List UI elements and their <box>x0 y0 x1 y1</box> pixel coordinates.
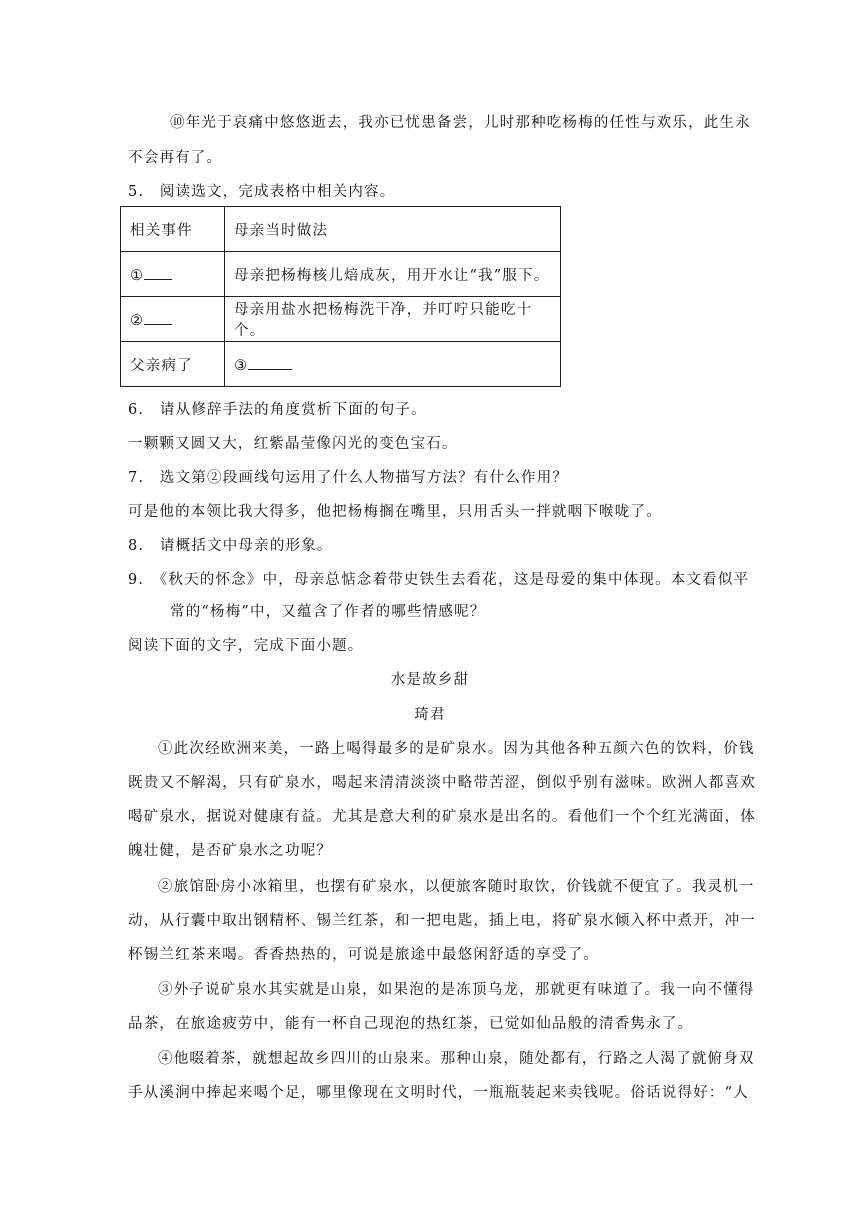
question-5: 5. 阅读选文，完成表格中相关内容。 <box>128 184 396 200</box>
table-row <box>121 252 561 297</box>
question-9-line-1: 9. 《秋天的怀念》中，母亲总惦念着带史铁生去看花，这是母爱的集中体现。本文看似平 <box>128 572 750 588</box>
article-p3-line: 品茶，在旅途疲劳中，能有一杯自己现泡的热红茶，已觉如仙品般的清香隽永了。 <box>128 1016 694 1032</box>
article-p3-line: ③外子说矿泉水其实就是山泉，如果泡的是冻顶乌龙，那就更有味道了。我一向不懂得 <box>158 982 755 998</box>
table-cell-action: 母亲用盐水把杨梅洗干净，并叮咛只能吃十个。 <box>225 297 561 342</box>
article-p2-line: ②旅馆卧房小冰箱里，也摆有矿泉水，以便旅客随时取饮，价钱就不便宜了。我灵机一 <box>158 879 755 895</box>
question-7-quote: 可是他的本领比我大得多，他把杨梅搁在嘴里，只用舌头一拌就咽下喉咙了。 <box>128 504 662 520</box>
table-cell-event: ② <box>121 297 225 342</box>
table-cell-action: ③ <box>225 342 561 387</box>
answer-blank[interactable] <box>144 265 172 280</box>
article-author: 琦君 <box>414 707 446 723</box>
article-p4-line: 手从溪涧中捧起来喝个足，哪里像现在文明时代，一瓶瓶装起来卖钱呢。俗话说得好：“人 <box>128 1085 749 1101</box>
article-p2-line: 杯锡兰红茶来喝。香香热热的，可说是旅途中最悠闲舒适的享受了。 <box>128 947 599 963</box>
article-p4-line: ④他啜着茶，就想起故乡四川的山泉来。那种山泉，随处都有，行路之人渴了就俯身双 <box>158 1051 755 1067</box>
question-7: 7. 选文第②段画线句运用了什么人物描写方法？有什么作用？ <box>128 470 569 486</box>
article-p1-line: 喝矿泉水，据说对健康有益。尤其是意大利的矿泉水是出名的。看他们一个个红光满面，体 <box>128 809 756 825</box>
table-row <box>121 297 561 342</box>
table-cell-event: ① <box>121 252 225 297</box>
article-p1-line: 魄壮健，是否矿泉水之功呢？ <box>128 843 333 859</box>
article-title: 水是故乡甜 <box>390 672 470 688</box>
question-8: 8. 请概括文中母亲的形象。 <box>128 538 333 554</box>
question-6: 6. 请从修辞手法的角度赏析下面的句子。 <box>128 402 427 418</box>
reading-instruction: 阅读下面的文字，完成下面小题。 <box>128 638 364 654</box>
question-9-line-2: 常的“杨梅”中，又蕴含了作者的哪些情感呢？ <box>170 604 486 620</box>
question-6-quote: 一颗颗又圆又大，红紫晶莹像闪光的变色宝石。 <box>128 436 458 452</box>
paragraph-10-line-1: ⑩年光于哀痛中悠悠逝去，我亦已忧患备尝，儿时那种吃杨梅的任性与欢乐，此生永 <box>170 115 751 131</box>
paragraph-10-line-2: 不会再有了。 <box>128 150 223 166</box>
table-header-event: 相关事件 <box>121 207 225 252</box>
answer-blank[interactable] <box>144 310 172 325</box>
table-cell-action: 母亲把杨梅核儿焙成灰，用开水让“我”服下。 <box>225 252 561 297</box>
table-header-action: 母亲当时做法 <box>225 207 561 252</box>
table-row <box>121 342 561 387</box>
events-table <box>120 206 561 387</box>
table-cell-event: 父亲病了 <box>121 342 225 387</box>
table-header-row <box>121 207 561 252</box>
article-p2-line: 动，从行囊中取出钢精杯、锡兰红茶，和一把电匙，插上电，将矿泉水倾入杯中煮开，冲一 <box>128 913 756 929</box>
article-p1-line: ①此次经欧洲来美，一路上喝得最多的是矿泉水。因为其他各种五颜六色的饮料，价钱 <box>158 741 755 757</box>
article-p1-line: 既贵又不解渴，只有矿泉水，喝起来清清淡淡中略带苦涩，倒似乎别有滋味。欧洲人都喜欢 <box>128 775 756 791</box>
answer-blank[interactable] <box>248 355 292 370</box>
